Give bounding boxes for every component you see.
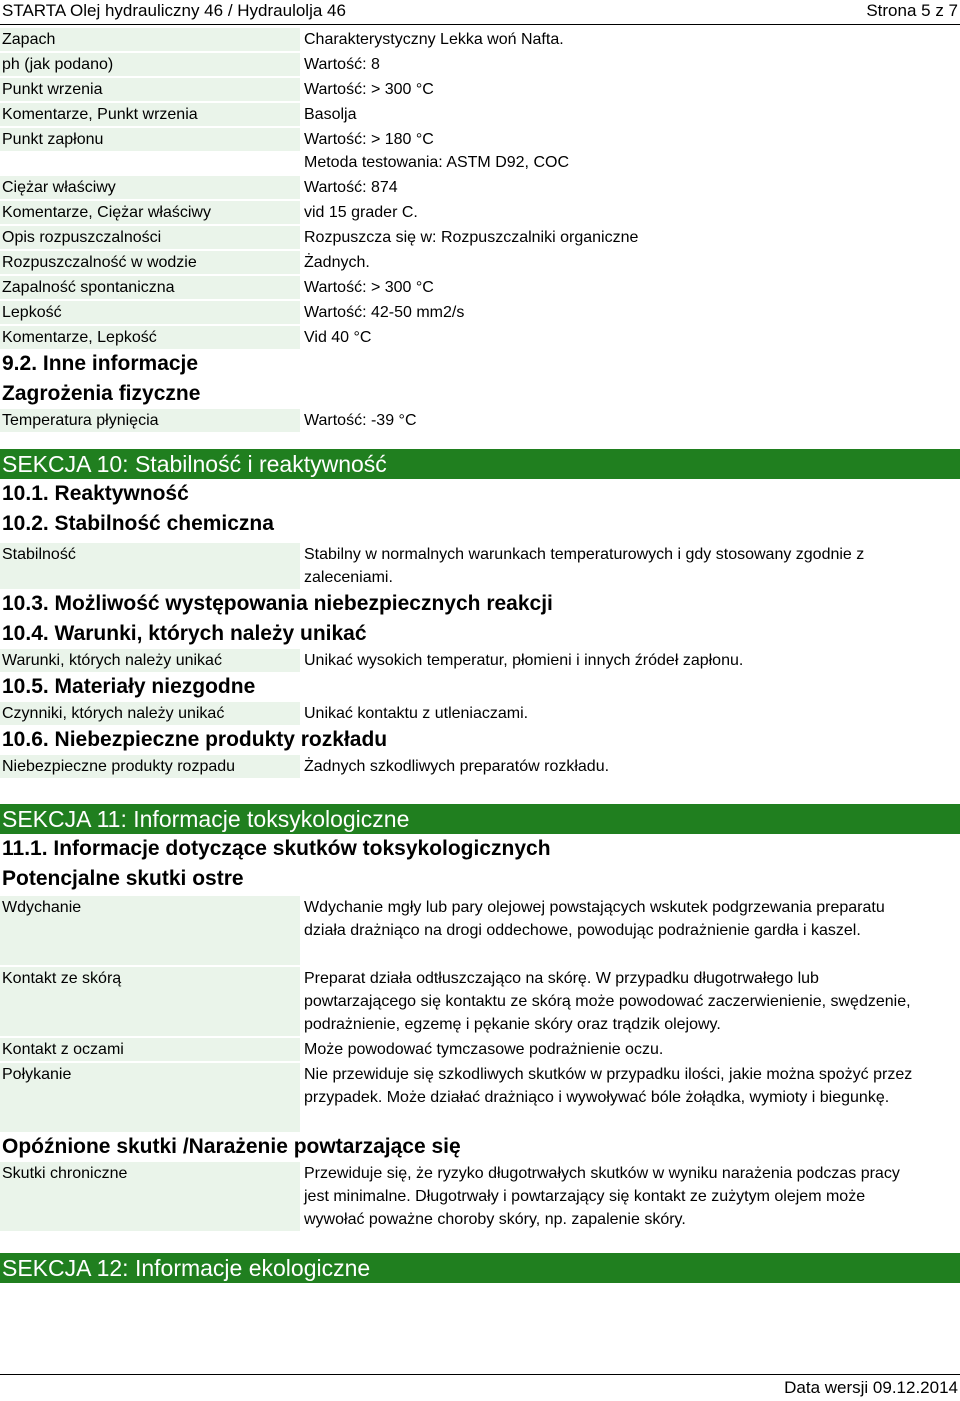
property-row bbox=[0, 702, 960, 725]
property-row bbox=[0, 176, 960, 199]
document-title: STARTA Olej hydrauliczny 46 / Hydraulolja 46 bbox=[2, 1, 346, 20]
property-label: Połykanie bbox=[0, 1063, 300, 1132]
page-footer bbox=[0, 1374, 960, 1401]
property-value: Unikać kontaktu z utleniaczami. bbox=[304, 705, 529, 722]
property-row bbox=[0, 53, 960, 76]
property-label: Kontakt z oczami bbox=[0, 1038, 300, 1061]
property-label: Kontakt ze skórą bbox=[0, 967, 300, 1036]
property-value: Przewiduje się, że ryzyko długotrwałych skutków w wyniku narażenia podczas pracy jest minimalne. Długotrwały i powtarzający się kontakt ze zużytym olejem może wywołać poważne choroby skóry, np. zapalenie skóry. bbox=[304, 1165, 900, 1228]
property-label: Wdychanie bbox=[0, 896, 300, 965]
property-row bbox=[0, 201, 960, 224]
property-value: Może powodować tymczasowe podrażnienie oczu. bbox=[304, 1041, 664, 1058]
property-row bbox=[0, 128, 960, 174]
subsection-heading-11-1: 11.1. Informacje dotyczące skutków toksykologicznych bbox=[2, 837, 551, 860]
property-row bbox=[0, 967, 960, 1036]
property-row bbox=[0, 409, 960, 432]
property-row bbox=[0, 78, 960, 101]
property-row bbox=[0, 103, 960, 126]
property-label: Punkt wrzenia bbox=[0, 78, 300, 101]
property-value: Stabilny w normalnych warunkach temperaturowych i gdy stosowany zgodnie z zaleceniami. bbox=[304, 546, 865, 586]
property-label: Temperatura płynięcia bbox=[0, 409, 300, 432]
property-value: Wartość: 874 bbox=[304, 179, 398, 196]
property-row bbox=[0, 1063, 960, 1132]
subsection-heading-10-1: 10.1. Reaktywność bbox=[2, 482, 189, 505]
property-value: vid 15 grader C. bbox=[304, 204, 418, 221]
property-row bbox=[0, 1162, 960, 1231]
subheading-acute-effects: Potencjalne skutki ostre bbox=[2, 867, 244, 890]
section-11-header: SEKCJA 11: Informacje toksykologiczne bbox=[0, 804, 960, 834]
property-value: Żadnych szkodliwych preparatów rozkładu. bbox=[304, 758, 610, 775]
property-value: Rozpuszcza się w: Rozpuszczalniki organiczne bbox=[304, 229, 639, 246]
property-label: Zapach bbox=[0, 28, 300, 51]
version-date: Data wersji 09.12.2014 bbox=[784, 1378, 958, 1397]
subsection-heading-10-4: 10.4. Warunki, których należy unikać bbox=[2, 622, 367, 645]
property-value: Preparat działa odtłuszczająco na skórę. W przypadku długotrwałego lub powtarzającego się kontaktu ze skórą może powodować zaczerwienienie, swędzenie, podrażnienie, egzemę i pękanie skóry oraz trądzik olejowy. bbox=[304, 970, 911, 1033]
property-row bbox=[0, 226, 960, 249]
property-row bbox=[0, 28, 960, 51]
property-row bbox=[0, 543, 960, 589]
page-number: Strona 5 z 7 bbox=[866, 1, 958, 20]
property-value-line: Metoda testowania: ASTM D92, COC bbox=[304, 154, 569, 171]
property-row bbox=[0, 755, 960, 778]
subsection-heading-10-2: 10.2. Stabilność chemiczna bbox=[2, 512, 274, 535]
property-value: Żadnych. bbox=[304, 254, 370, 271]
property-value: Wartość: 8 bbox=[304, 56, 380, 73]
subsection-heading-9-2: 9.2. Inne informacje bbox=[2, 352, 199, 375]
property-row bbox=[0, 896, 960, 965]
property-label: Stabilność bbox=[0, 543, 300, 589]
subsection-heading-10-6: 10.6. Niebezpieczne produkty rozkładu bbox=[2, 728, 388, 751]
property-value: Unikać wysokich temperatur, płomieni i innych źródeł zapłonu. bbox=[304, 652, 744, 669]
property-row bbox=[0, 1038, 960, 1061]
property-value: Wartość: > 300 °C bbox=[304, 81, 434, 98]
property-label: Rozpuszczalność w wodzie bbox=[0, 251, 300, 274]
property-label: Punkt zapłonu bbox=[0, 128, 300, 151]
property-label: Ciężar właściwy bbox=[0, 176, 300, 199]
page-header bbox=[0, 0, 960, 25]
document-body bbox=[0, 28, 960, 1283]
property-label: Komentarze, Punkt wrzenia bbox=[0, 103, 300, 126]
property-row bbox=[0, 301, 960, 324]
property-value: Vid 40 °C bbox=[304, 329, 372, 346]
property-row bbox=[0, 276, 960, 299]
subsection-heading-10-5: 10.5. Materiały niezgodne bbox=[2, 675, 256, 698]
section-12-header: SEKCJA 12: Informacje ekologiczne bbox=[0, 1253, 960, 1283]
property-label: ph (jak podano) bbox=[0, 53, 300, 76]
property-row bbox=[0, 649, 960, 672]
subsection-heading-10-3: 10.3. Możliwość występowania niebezpiecznych reakcji bbox=[2, 592, 553, 615]
subheading-delayed-effects: Opóźnione skutki /Narażenie powtarzające się bbox=[2, 1135, 461, 1158]
subheading-physical-hazards: Zagrożenia fizyczne bbox=[2, 382, 201, 405]
property-value: Wdychanie mgły lub pary olejowej powstających wskutek podgrzewania preparatu działa drażniąco na drogi oddechowe, powodując podrażnienie gardła i kaszel. bbox=[304, 899, 885, 939]
property-label: Komentarze, Ciężar właściwy bbox=[0, 201, 300, 224]
property-label: Komentarze, Lepkość bbox=[0, 326, 300, 349]
property-value-line: Wartość: > 180 °C bbox=[304, 131, 434, 148]
property-label: Niebezpieczne produkty rozpadu bbox=[0, 755, 300, 778]
property-label: Lepkość bbox=[0, 301, 300, 324]
property-label: Skutki chroniczne bbox=[0, 1162, 300, 1231]
property-row bbox=[0, 326, 960, 349]
property-label: Czynniki, których należy unikać bbox=[0, 702, 300, 725]
property-value: Nie przewiduje się szkodliwych skutków w przypadku ilości, jakie można spożyć przez przypadek. Może działać drażniąco i wywoływać bóle żołądka, wymioty i biegunkę. bbox=[304, 1066, 913, 1106]
property-label: Opis rozpuszczalności bbox=[0, 226, 300, 249]
section-10-header: SEKCJA 10: Stabilność i reaktywność bbox=[0, 449, 960, 479]
property-label: Zapalność spontaniczna bbox=[0, 276, 300, 299]
property-row bbox=[0, 251, 960, 274]
property-value: Charakterystyczny Lekka woń Nafta. bbox=[304, 31, 564, 48]
property-value bbox=[304, 128, 960, 174]
property-value: Wartość: > 300 °C bbox=[304, 279, 434, 296]
property-value: Wartość: -39 °C bbox=[304, 412, 417, 429]
property-value: Basolja bbox=[304, 106, 357, 123]
property-value: Wartość: 42-50 mm2/s bbox=[304, 304, 465, 321]
property-label: Warunki, których należy unikać bbox=[0, 649, 300, 672]
